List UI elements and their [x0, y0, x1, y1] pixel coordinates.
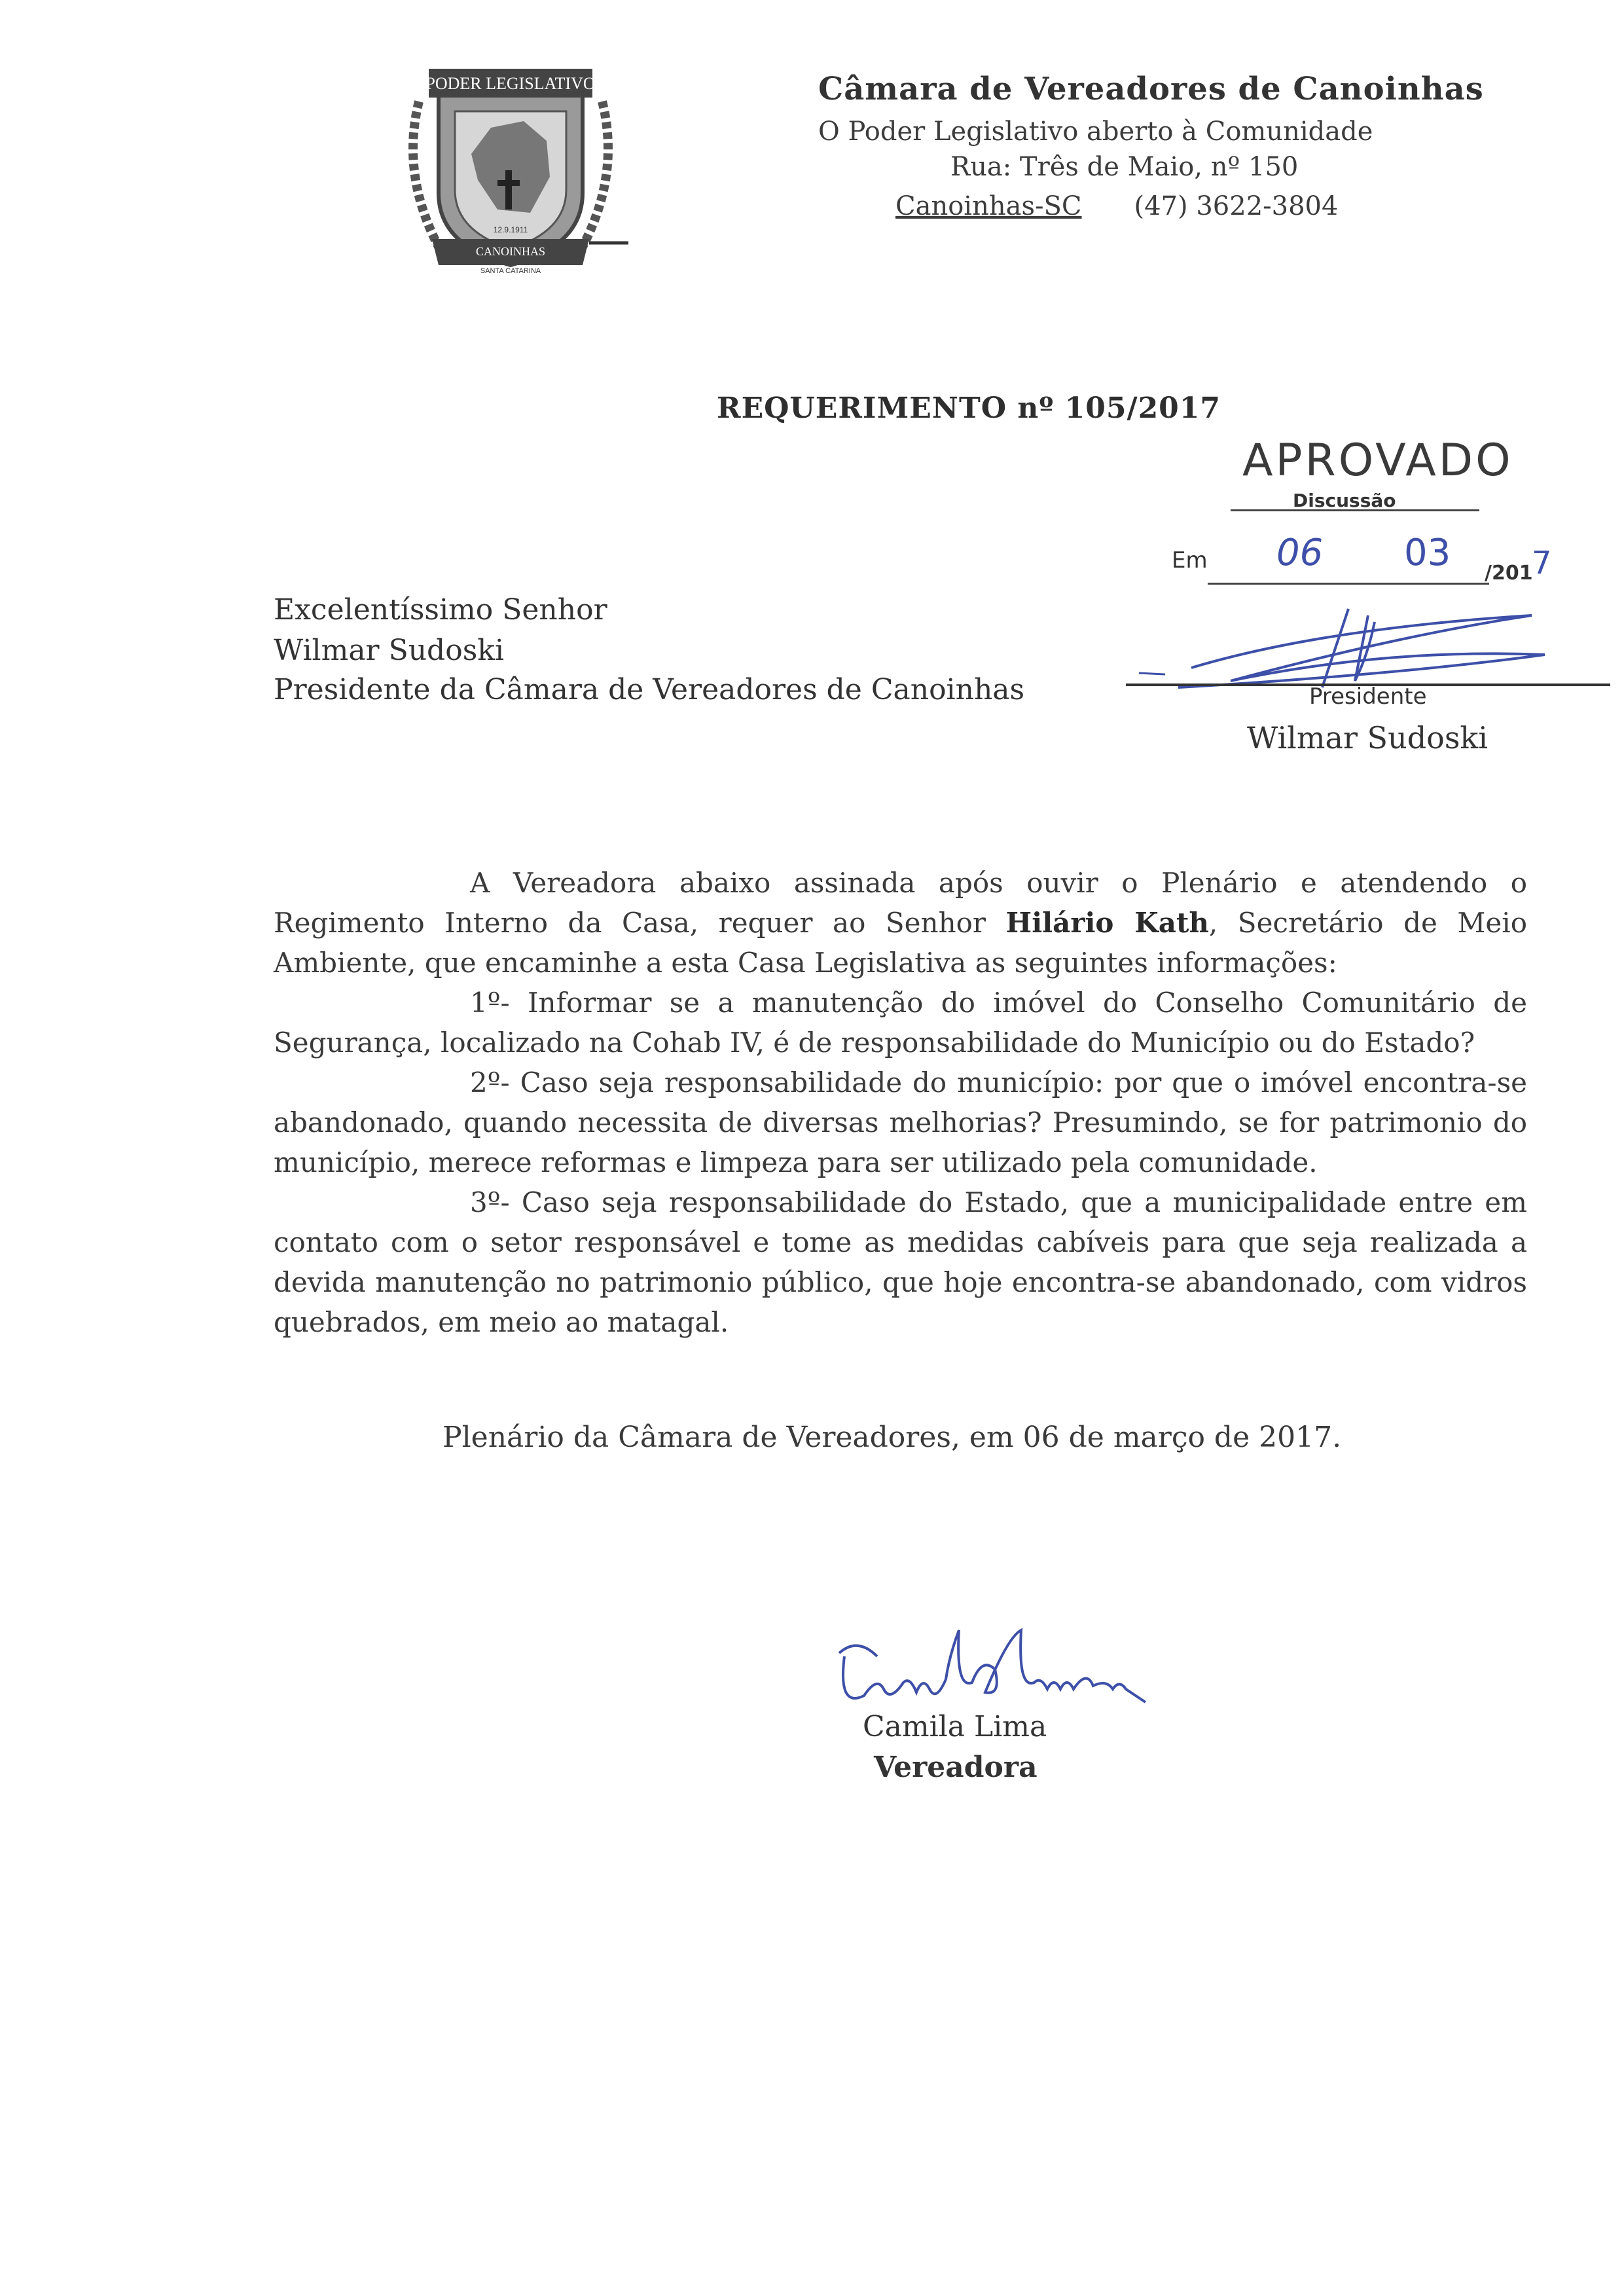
logo-banner-text: PODER LEGISLATIVO — [425, 74, 596, 93]
signatory-role: Vereadora — [874, 1751, 1038, 1784]
signatory-name: Camila Lima — [863, 1710, 1047, 1743]
body-item-2: 2º- Caso seja responsabilidade do município: por que o imóvel encontra-se abandonado, quando necessita de diversas melhorias? Presumindo, se for patrimonio do município, merece reformas e limpeza para ser utilizado pela comunidade. — [274, 1066, 1527, 1178]
body-paragraph-intro — [274, 863, 1527, 983]
stamp-day: 06 — [1276, 532, 1324, 574]
intro-text-b: , Secretário de Meio Ambiente, que encaminhe a esta Casa Legislativa as seguintes informações: — [274, 907, 1527, 979]
chamber-logo — [393, 62, 628, 285]
body-item-3: 3º- Caso seja responsabilidade do Estado, que a municipalidade entre em contato com o setor responsável e tome as medidas cabíveis para que seja realizada a devida manutenção no patrimonio público, que hoje encontra-se abandonado, com vidros quebrados, em meio ao matagal. — [274, 1186, 1527, 1338]
letterhead-city: Canoinhas-SC — [895, 191, 1082, 221]
body-item-1: 1º- Informar se a manutenção do imóvel do Conselho Comunitário de Segurança, localizado na Cohab IV, é de responsabilidade do Município ou do Estado? — [274, 987, 1527, 1059]
vereadora-signature — [831, 1617, 1172, 1722]
stamp-discussion-label: Discussão — [1293, 490, 1396, 511]
logo-year-text: 12.9.1911 — [493, 225, 528, 234]
stamp-date-line — [1208, 583, 1489, 585]
stamp-year-printed: /201 — [1485, 562, 1533, 585]
letterhead-title: Câmara de Vereadores de Canoinhas — [818, 71, 1484, 107]
stamp-date-label: Em — [1172, 547, 1208, 574]
stamp-president-name: Wilmar Sudoski — [1247, 720, 1489, 756]
stamp-year-handwritten: 7 — [1532, 545, 1552, 581]
logo-ribbon-text: CANOINHAS — [475, 245, 546, 258]
logo-sub-text: SANTA CATARINA — [480, 267, 541, 275]
secretary-name: Hilário Kath — [1005, 907, 1209, 939]
intro-text-a: A Vereadora abaixo assinada após ouvir o Plenário e atendendo o Regimento Interno da Casa, requer ao Senhor — [274, 867, 1527, 939]
document-title: REQUERIMENTO nº 105/2017 — [717, 392, 1221, 425]
letterhead-address: Rua: Três de Maio, nº 150 — [950, 152, 1299, 182]
stamp-status: APROVADO — [1242, 435, 1513, 486]
recipient-salutation: Excelentíssimo Senhor — [274, 593, 607, 627]
request-body — [274, 863, 1527, 1342]
stamp-president-label: Presidente — [1309, 683, 1427, 710]
closing-line: Plenário da Câmara de Vereadores, em 06 de março de 2017. — [442, 1421, 1342, 1454]
stamp-month: 03 — [1404, 532, 1451, 574]
letterhead-contact — [895, 191, 1338, 221]
letterhead-phone: (47) 3622-3804 — [1134, 191, 1339, 221]
letterhead-motto: O Poder Legislativo aberto à Comunidade — [818, 117, 1373, 147]
recipient-name: Wilmar Sudoski — [274, 634, 505, 667]
recipient-role: Presidente da Câmara de Vereadores de Canoinhas — [274, 673, 1025, 706]
